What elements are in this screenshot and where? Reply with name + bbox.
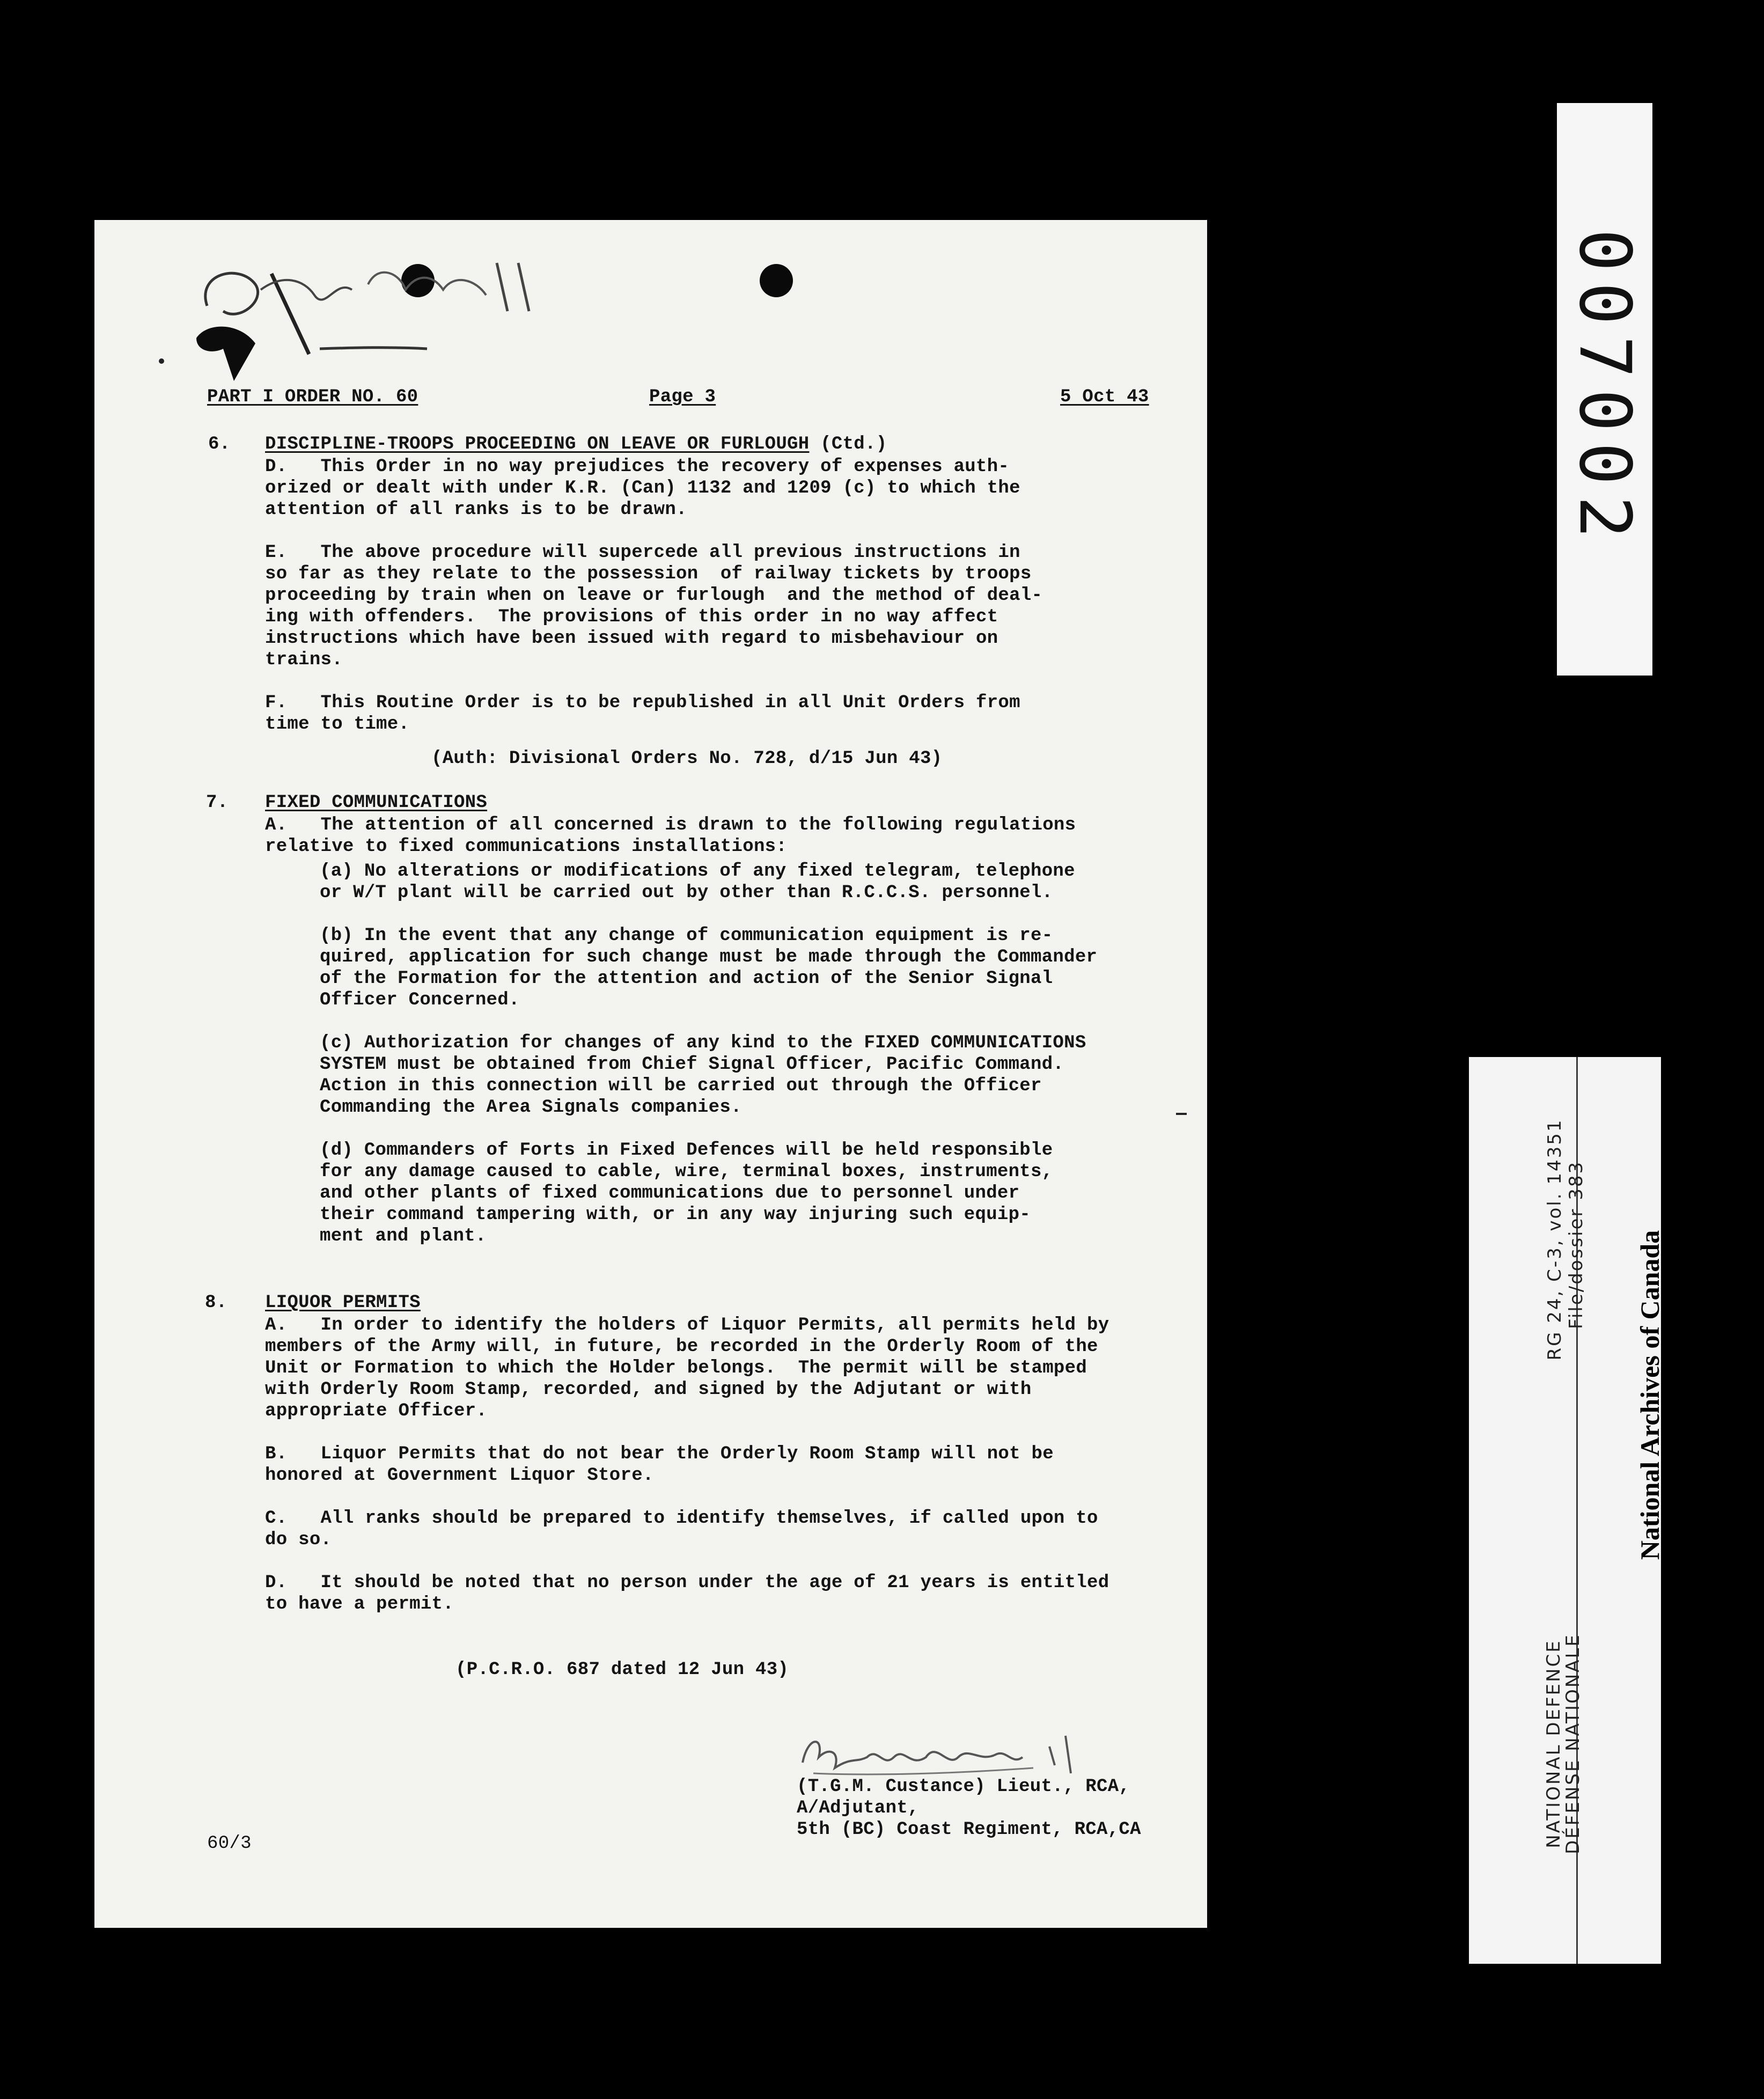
section-6-authority: (Auth: Divisional Orders No. 728, d/15 Jun 43)	[431, 748, 943, 769]
handwritten-annotation	[175, 241, 636, 381]
archive-label	[1469, 1057, 1698, 1964]
ink-mark	[1176, 1113, 1187, 1115]
section-7-intro: A. The attention of all concerned is drawn to the following regulations relative to fixed communications installations:	[265, 815, 1076, 857]
section-8-number: 8.	[205, 1293, 227, 1313]
section-7-number: 7.	[206, 792, 229, 813]
section-6-heading-title: DISCIPLINE-TROOPS PROCEEDING ON LEAVE OR FURLOUGH	[265, 434, 810, 454]
institution-name-en: National Archives of Canada	[1635, 1230, 1665, 1560]
section-6-heading-suffix: (Ctd.)	[809, 434, 887, 454]
page-number: Page 3	[649, 387, 716, 407]
section-8-reference: (P.C.R.O. 687 dated 12 Jun 43)	[455, 1660, 789, 1680]
order-date: 5 Oct 43	[1060, 387, 1149, 407]
archive-reference-line2: File/dossier 383	[1565, 1160, 1587, 1330]
document-code: 60/3	[207, 1833, 252, 1854]
archive-reference-line1: RG 24, C-3, vol. 14351	[1544, 1118, 1565, 1361]
section-6-body: D. This Order in no way prejudices the recovery of expenses auth- orized or dealt with under K.R. (Can) 1132 and 1209 (c) to which the attention of all ranks is to be drawn. E. The above procedure will supercede all previous instructions in so far as they relate to the possession of railway tickets by troops proceeding by train when on leave or furlough and the method of deal- ing with offenders. The provisions of this order in no way affect instructions which have been issued with regard to misbehaviour on trains. F. This Routine Order is to be republished in all Unit Orders from time to time.	[265, 457, 1043, 735]
frame-number-strip	[1557, 103, 1652, 676]
section-7-heading: FIXED COMMUNICATIONS	[265, 792, 488, 813]
section-8-heading: LIQUOR PERMITS	[265, 1293, 421, 1313]
signature-block: (T.G.M. Custance) Lieut., RCA, A/Adjutant, 5th (BC) Coast Regiment, RCA,CA	[797, 1777, 1141, 1840]
section-7-items: (a) No alterations or modifications of any fixed telegram, telephone or W/T plant will be carried out by other than R.C.C.S. personnel. (b) In the event that any change of communication equipment is re- quired, application for such change must be made through the Commander of the Formation for the attention and action of the Senior Signal Officer Concerned. (c) Authorization for changes of any kind to the FIXED COMMUNICATIONS SYSTEM must be obtained from Chief Signal Officer, Pacific Command. Action in this connection will be carried out through the Officer Commanding the Area Signals companies. (d) Commanders of Forts in Fixed Defences will be held responsible for any damage caused to cable, wire, terminal boxes, instruments, and other plants of fixed communications due to personnel under their command tampering with, or in any way injuring such equip- ment and plant.	[320, 861, 1098, 1246]
section-8-body: A. In order to identify the holders of Liquor Permits, all permits held by members of the Army will, in future, be recorded in the Orderly Room of the Unit or Formation to which the Holder belongs. The permit will be stamped with Orderly Room Stamp, recorded, and signed by the Adjutant or with appropriate Officer. B. Liquor Permits that do not bear the Orderly Room Stamp will not be honored at Government Liquor Store. C. All ranks should be prepared to identify themselves, if called upon to do so. D. It should be noted that no person under the age of 21 years is entitled to have a permit.	[265, 1315, 1109, 1614]
document-page	[94, 220, 1207, 1928]
part-order-heading: PART I ORDER NO. 60	[207, 387, 418, 407]
department-name-en: NATIONAL DEFENCE	[1543, 1639, 1564, 1848]
ink-speck	[159, 358, 164, 364]
frame-number: 007002	[1563, 229, 1646, 549]
department-name-fr: DÉFENSE NATIONALE	[1562, 1633, 1584, 1854]
institution-name-fr: Archives nationales du Canada	[1668, 1216, 1698, 1574]
section-6-heading	[265, 434, 887, 455]
punch-hole-right	[760, 264, 793, 297]
section-6-number: 6.	[208, 434, 231, 454]
